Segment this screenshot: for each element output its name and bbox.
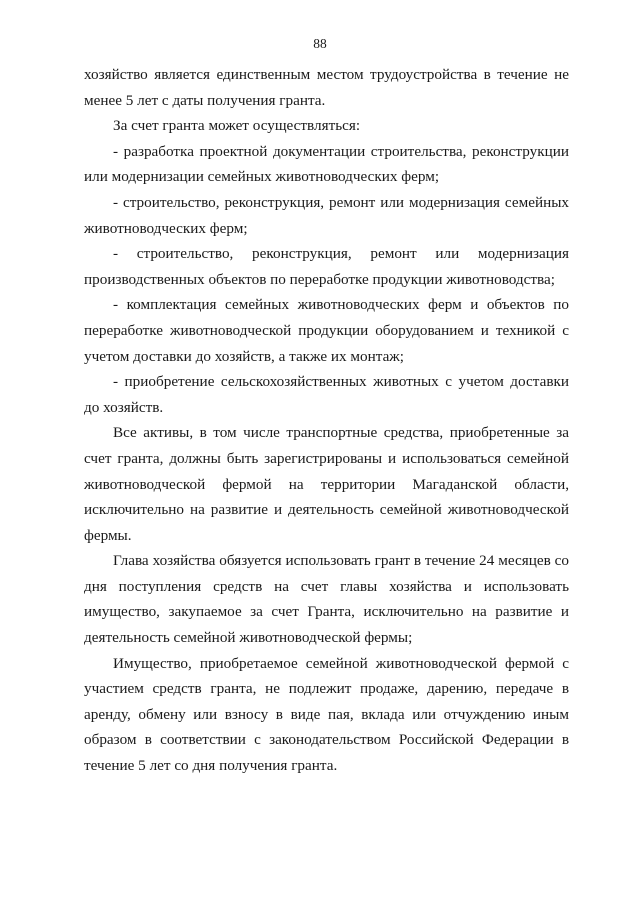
list-item-animals: - приобретение сельскохозяйственных животных с учетом доставки до хозяйств.	[84, 373, 569, 416]
list-item-design-documentation: - разработка проектной документации строительства, реконструкции или модернизации семейных животноводческих ферм;	[84, 142, 569, 186]
paragraph-assets: Все активы, в том числе транспортные средства, приобретенные за счет гранта, должны быть зарегистрированы и использоваться семейной животноводческой фермой на территории Магаданской области, исключительно на развитие и деятельность семейной животноводческой фермы.	[84, 424, 569, 544]
list-item-processing-facilities: - строительство, реконструкция, ремонт или модернизация производственных объектов по переработке продукции животноводства;	[84, 245, 569, 288]
list-item-equipment: - комплектация семейных животноводческих ферм и объектов по переработке животноводческой продукции оборудованием и техникой с учетом доставки до хозяйств, а также их монтаж;	[84, 296, 569, 365]
paragraph-grant-term: Глава хозяйства обязуется использовать грант в течение 24 месяцев со дня поступления средств на счет главы хозяйства и использовать имущество, закупаемое за счет Гранта, исключительно на развитие и деятельность семейной животноводческой фермы;	[84, 552, 569, 647]
list-item-farm-construction: - строительство, реконструкция, ремонт или модернизация семейных животноводческих ферм;	[84, 193, 569, 237]
paragraph-property-restrictions: Имущество, приобретаемое семейной животноводческой фермой с участием средств гранта, не подлежит продаже, дарению, передаче в аренду, обмену или взносу в виде пая, вклада или отчуждению иным образом в соответствии с законодательством Российской Федерации в течение 5 лет со дня получения гранта.	[84, 654, 569, 775]
document-body	[84, 62, 569, 779]
paragraph-grant-uses-intro: За счет гранта может осуществляться:	[113, 117, 361, 135]
paragraph-continuation: хозяйство является единственным местом трудоустройства в течение не менее 5 лет с даты получения гранта.	[84, 66, 569, 109]
page-number: 88	[313, 36, 327, 51]
